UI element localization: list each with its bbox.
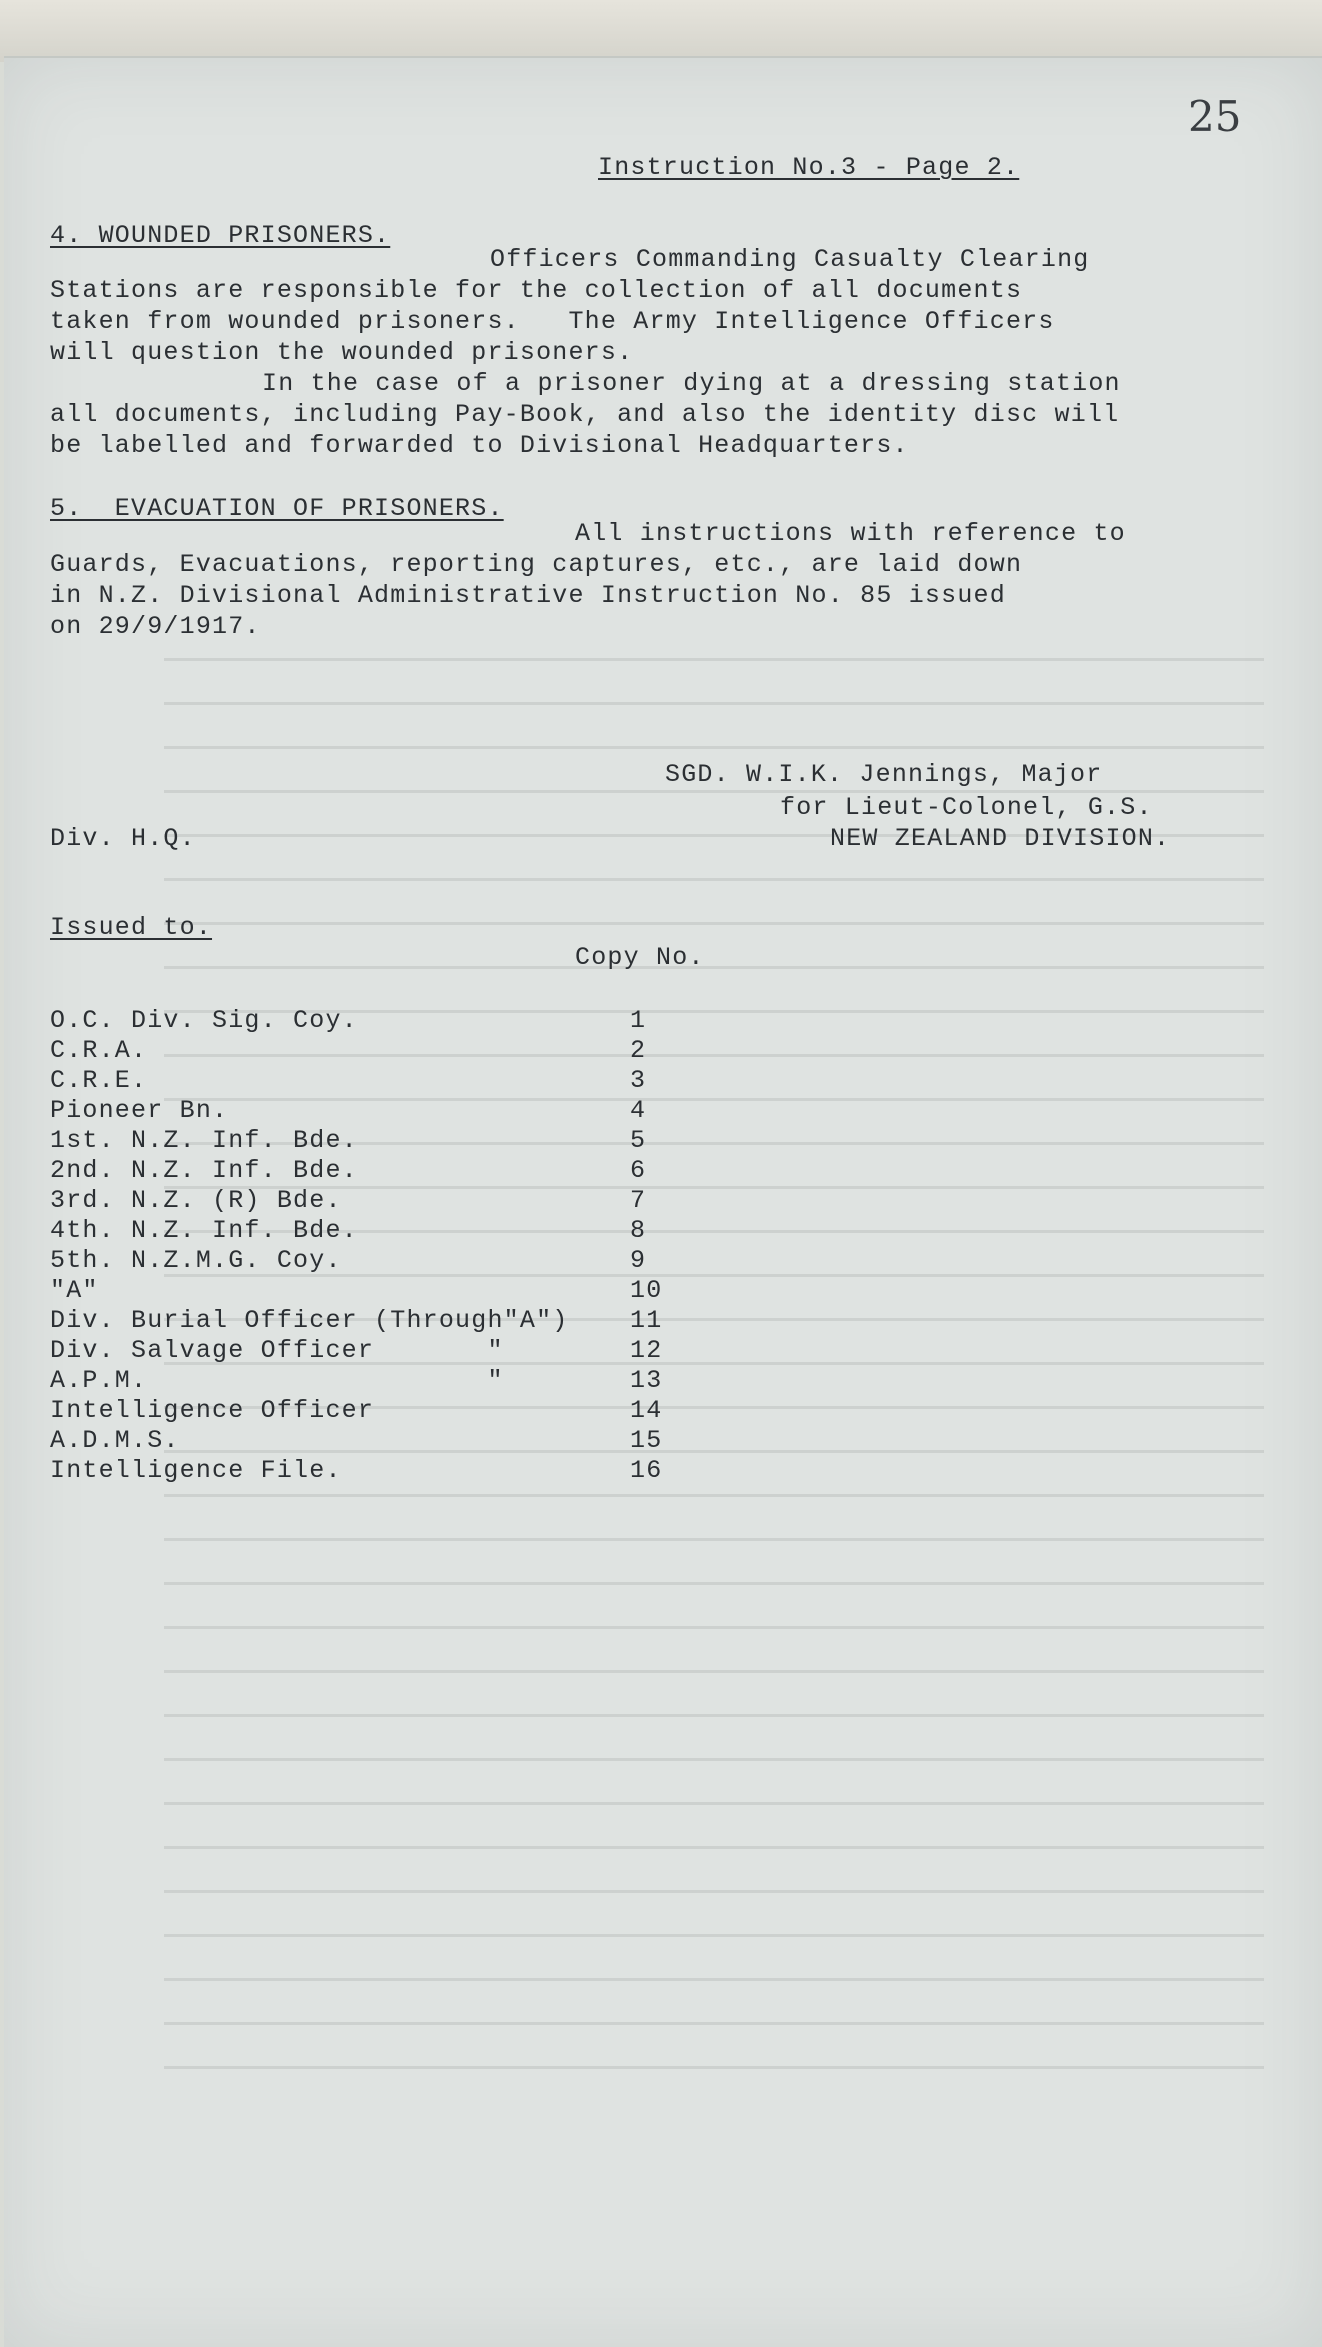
distribution-recipient: C.R.E.: [50, 1066, 148, 1095]
section-4-line: be labelled and forwarded to Divisional Headquarters.: [50, 431, 909, 460]
section-4-line: taken from wounded prisoners. The Army Intelligence Officers: [50, 307, 1055, 336]
distribution-copy-number: 14: [630, 1396, 663, 1425]
distribution-recipient: 4th. N.Z. Inf. Bde.: [50, 1216, 358, 1245]
distribution-copy-number: 4: [630, 1096, 647, 1125]
signature-line: SGD. W.I.K. Jennings, Major: [665, 760, 1103, 789]
distribution-copy-number: 9: [630, 1246, 647, 1275]
section-5-line: Guards, Evacuations, reporting captures, etc., are laid down: [50, 550, 1023, 579]
distribution-copy-number: 16: [630, 1456, 663, 1485]
distribution-recipient: Intelligence File.: [50, 1456, 342, 1485]
section-4-title: 4. WOUNDED PRISONERS.: [50, 221, 391, 250]
distribution-title: Issued to.: [50, 913, 213, 942]
distribution-copy-number: 11: [630, 1306, 663, 1335]
distribution-recipient: 1st. N.Z. Inf. Bde.: [50, 1126, 358, 1155]
distribution-copy-number: 13: [630, 1366, 663, 1395]
distribution-recipient: "A": [50, 1276, 99, 1305]
distribution-recipient: Div. Salvage Officer ": [50, 1336, 504, 1365]
top-paper-edge: [0, 0, 1322, 62]
section-4-line: will question the wounded prisoners.: [50, 338, 634, 367]
distribution-copy-number: 8: [630, 1216, 647, 1245]
distribution-copy-number: 1: [630, 1006, 647, 1035]
location: Div. H.Q.: [50, 824, 196, 853]
distribution-recipient: A.P.M. ": [50, 1366, 504, 1395]
distribution-copy-number: 15: [630, 1426, 663, 1455]
distribution-recipient: Intelligence Officer: [50, 1396, 375, 1425]
section-4-line: Officers Commanding Casualty Clearing: [490, 245, 1090, 274]
page-heading: Instruction No.3 - Page 2.: [598, 153, 1020, 182]
section-5-line: on 29/9/1917.: [50, 612, 261, 641]
page-number: 25: [1188, 92, 1242, 141]
section-5-title: 5. EVACUATION OF PRISONERS.: [50, 494, 504, 523]
distribution-copy-number: 3: [630, 1066, 647, 1095]
signature-line: NEW ZEALAND DIVISION.: [830, 824, 1171, 853]
distribution-recipient: Pioneer Bn.: [50, 1096, 229, 1125]
section-5-line: in N.Z. Divisional Administrative Instruction No. 85 issued: [50, 581, 1006, 610]
distribution-recipient: O.C. Div. Sig. Coy.: [50, 1006, 358, 1035]
distribution-copy-number: 7: [630, 1186, 647, 1215]
copy-number-header: Copy No.: [575, 943, 705, 972]
distribution-copy-number: 12: [630, 1336, 663, 1365]
section-5-line: All instructions with reference to: [575, 519, 1126, 548]
distribution-recipient: C.R.A.: [50, 1036, 148, 1065]
distribution-copy-number: 10: [630, 1276, 663, 1305]
distribution-recipient: 5th. N.Z.M.G. Coy.: [50, 1246, 342, 1275]
section-4-line: Stations are responsible for the collection of all documents: [50, 276, 1023, 305]
signature-line: for Lieut-Colonel, G.S.: [780, 793, 1153, 822]
distribution-recipient: 3rd. N.Z. (R) Bde.: [50, 1186, 342, 1215]
section-4-line: all documents, including Pay-Book, and also the identity disc will: [50, 400, 1120, 429]
distribution-copy-number: 5: [630, 1126, 647, 1155]
distribution-copy-number: 2: [630, 1036, 647, 1065]
distribution-recipient: Div. Burial Officer (Through"A"): [50, 1306, 569, 1335]
section-4-line: In the case of a prisoner dying at a dressing station: [262, 369, 1121, 398]
distribution-recipient: A.D.M.S.: [50, 1426, 180, 1455]
distribution-copy-number: 6: [630, 1156, 647, 1185]
distribution-recipient: 2nd. N.Z. Inf. Bde.: [50, 1156, 358, 1185]
